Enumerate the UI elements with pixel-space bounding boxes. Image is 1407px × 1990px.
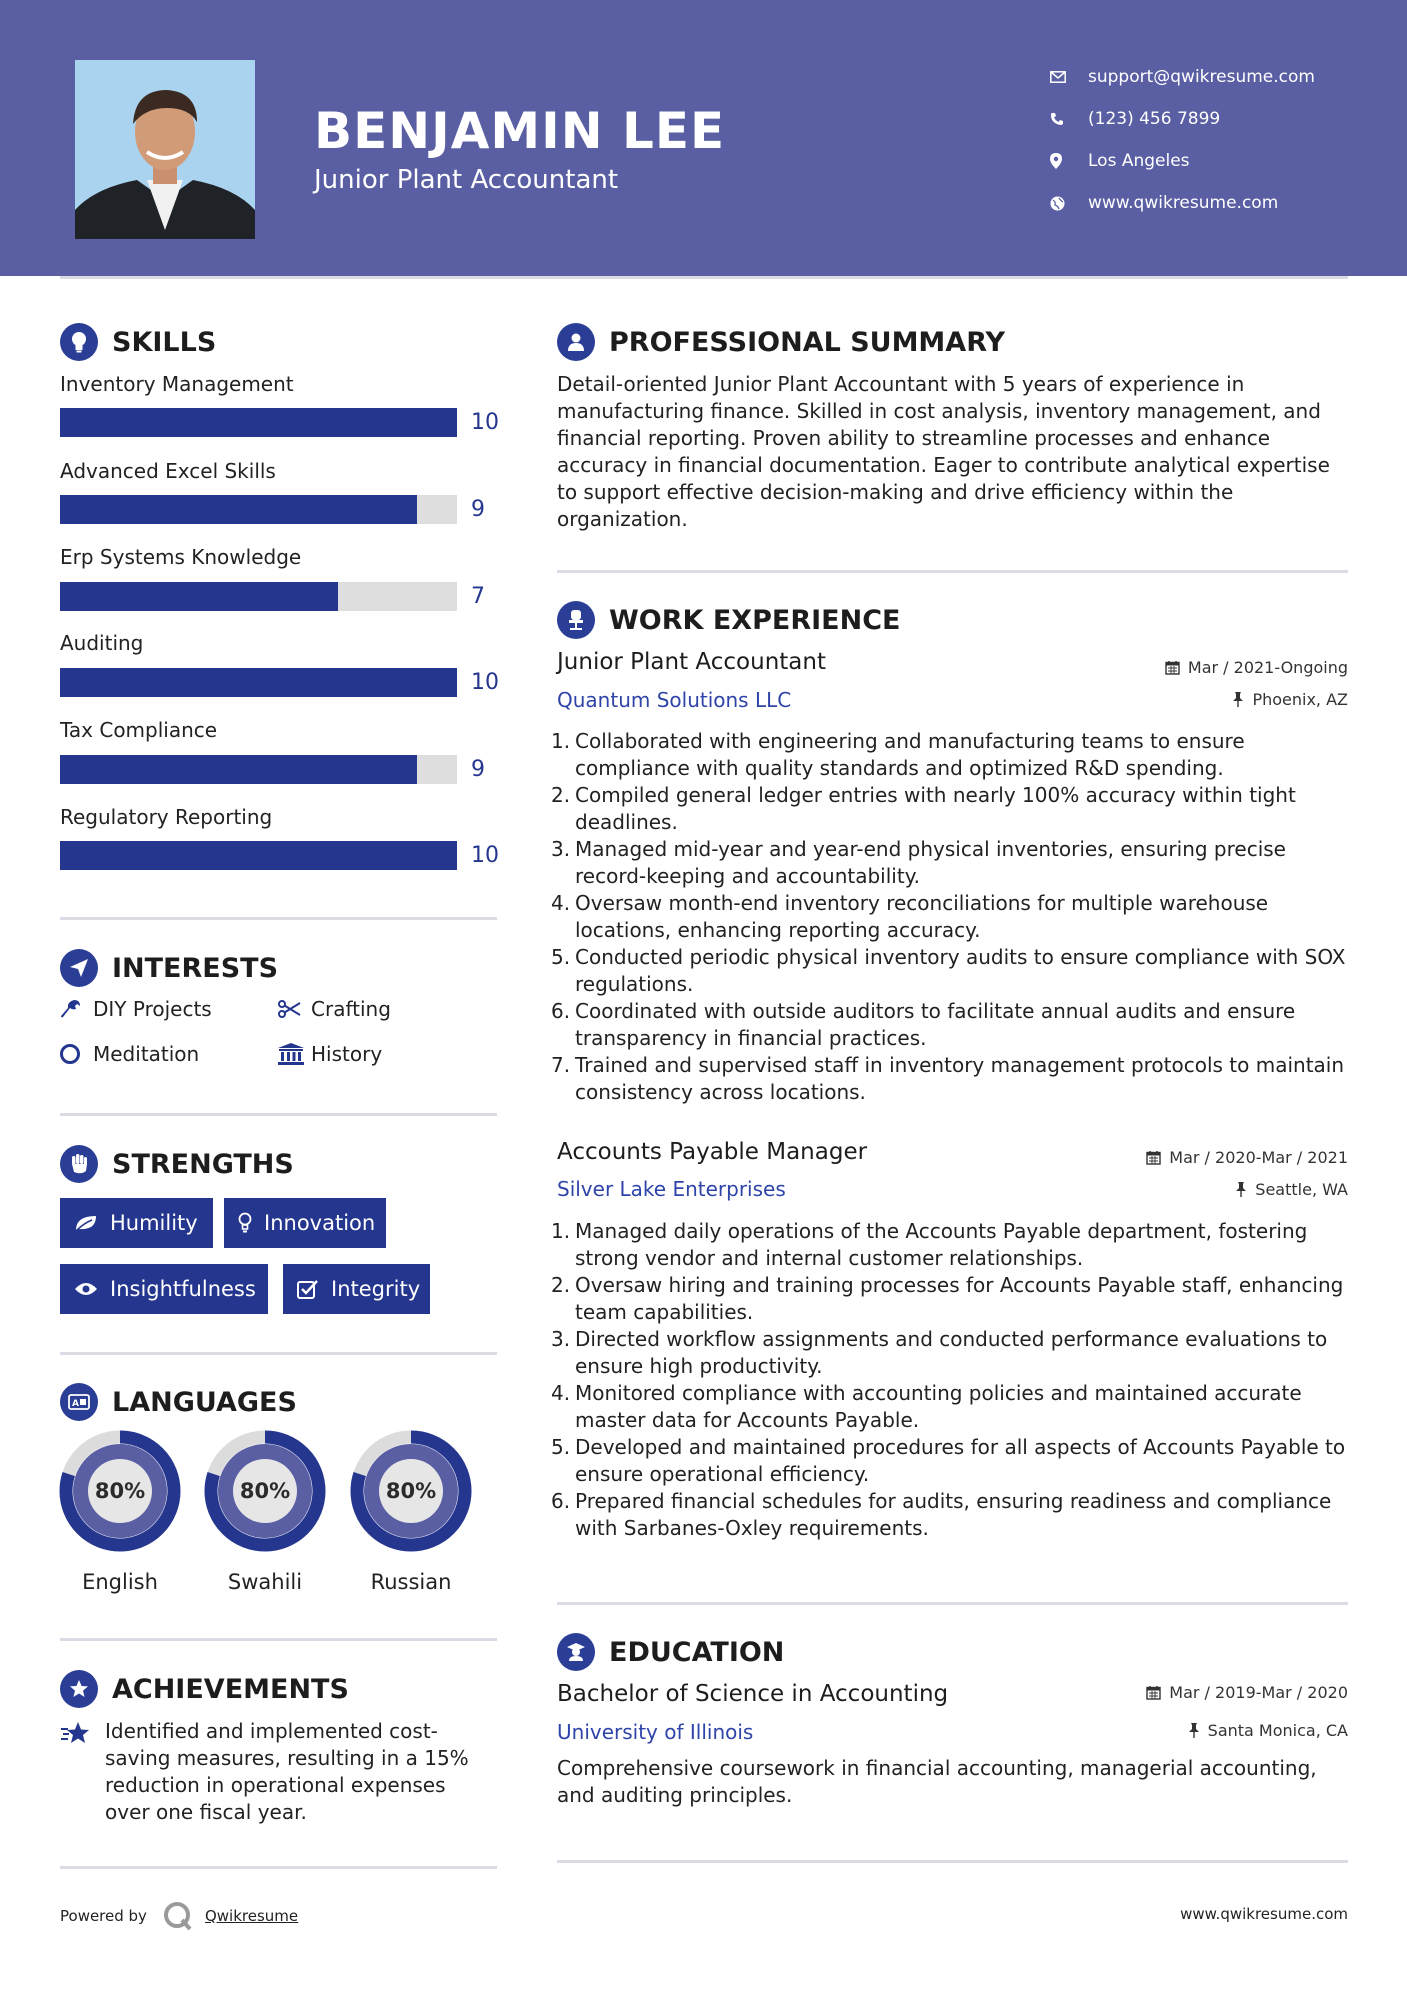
graduate-icon	[557, 1633, 595, 1671]
job-dates	[1165, 658, 1348, 677]
strength-label: Humility	[110, 1211, 198, 1235]
job-location-text: Phoenix, AZ	[1252, 690, 1348, 709]
skill-value: 10	[471, 670, 499, 695]
skill-value: 10	[471, 843, 499, 868]
interest-label: DIY Projects	[93, 997, 212, 1021]
list-item: 2. Oversaw hiring and training processes for Accounts Payable staff, enhancing team capabilities.	[551, 1273, 1344, 1324]
list-item: 3. Directed workflow assignments and conducted performance evaluations to ensure high productivity.	[551, 1327, 1328, 1378]
wrench-icon	[60, 998, 93, 1020]
skill-label: Regulatory Reporting	[60, 805, 273, 829]
list-item: 1. Collaborated with engineering and manufacturing teams to ensure compliance with quality standards and optimized R&D spending.	[551, 729, 1245, 780]
education-location-text: Santa Monica, CA	[1207, 1721, 1348, 1740]
language-percent: 80%	[239, 1479, 291, 1503]
list-item: 5. Developed and maintained procedures for all aspects of Accounts Payable to ensure operational efficiency.	[551, 1435, 1346, 1486]
skill-bar-fill	[60, 668, 457, 697]
job-title: Junior Plant Accountant	[557, 649, 826, 675]
list-item: 5. Conducted periodic physical inventory audits to ensure compliance with SOX regulations.	[551, 945, 1346, 996]
header-divider	[60, 276, 1348, 279]
map-pin-icon	[1050, 153, 1088, 169]
interest-label: Meditation	[93, 1042, 200, 1066]
skill-bar-fill	[60, 408, 457, 437]
strengths-title: STRENGTHS	[112, 1148, 294, 1180]
language-item	[59, 1430, 181, 1594]
skills-heading	[60, 323, 216, 361]
pushpin-icon	[1188, 1723, 1200, 1738]
skill-value: 9	[471, 757, 485, 782]
pushpin-icon	[1235, 1182, 1247, 1197]
strengths-heading	[60, 1145, 294, 1183]
skill-bar-fill	[60, 495, 417, 524]
achievement-star-icon	[60, 1720, 92, 1750]
skill-bar	[60, 668, 457, 697]
skill-label: Auditing	[60, 631, 144, 655]
job-location-text: Seattle, WA	[1255, 1180, 1348, 1199]
list-item: 4. Monitored compliance with accounting policies and maintained accurate master data for Accounts Payable.	[551, 1381, 1302, 1432]
bullet-text: Trained and supervised staff in inventory management protocols to maintain consistency across locations.	[575, 1053, 1345, 1104]
section-divider	[60, 1113, 497, 1116]
job-title: Accounts Payable Manager	[557, 1139, 868, 1165]
museum-icon	[278, 1043, 311, 1065]
eye-icon	[74, 1281, 98, 1297]
achievements-heading	[60, 1670, 349, 1708]
office-chair-icon	[557, 601, 595, 639]
language-item	[350, 1430, 472, 1594]
education-dates	[1146, 1683, 1348, 1702]
list-item: 3. Managed mid-year and year-end physical inventories, ensuring precise record-keeping and accountability.	[551, 837, 1286, 888]
language-ring	[59, 1430, 181, 1552]
candidate-role: Junior Plant Accountant	[314, 165, 619, 195]
skill-bar	[60, 582, 457, 611]
interest-item	[60, 1042, 199, 1066]
resume-header	[0, 0, 1407, 276]
achievements-title: ACHIEVEMENTS	[112, 1673, 349, 1705]
skill-bar	[60, 841, 457, 870]
interest-item	[60, 997, 212, 1021]
language-card-icon	[60, 1383, 98, 1421]
education-text: Comprehensive coursework in financial accounting, managerial accounting, and auditing principles.	[557, 1756, 1317, 1807]
list-item: 2. Compiled general ledger entries with nearly 100% accuracy within tight deadlines.	[551, 783, 1296, 834]
list-item: 4. Oversaw month-end inventory reconciliations for multiple warehouse locations, enhancing reporting accuracy.	[551, 891, 1269, 942]
footer-powered-by	[60, 1901, 298, 1931]
bullet-text: Directed workflow assignments and conducted performance evaluations to ensure high productivity.	[575, 1327, 1328, 1378]
contact-email[interactable]	[1050, 56, 1315, 98]
interests-title: INTERESTS	[112, 952, 279, 984]
job-location	[1232, 690, 1348, 709]
envelope-icon	[1050, 71, 1088, 83]
contact-list	[1050, 56, 1315, 224]
circle-icon	[60, 1043, 93, 1065]
education-title: EDUCATION	[609, 1636, 785, 1668]
strength-label: Insightfulness	[110, 1277, 256, 1301]
footer-website[interactable]: www.qwikresume.com	[1180, 1905, 1348, 1923]
skill-bar-fill	[60, 755, 417, 784]
skill-bar-fill	[60, 582, 338, 611]
phone-icon	[1050, 112, 1088, 126]
check-square-icon	[297, 1279, 319, 1299]
list-item: 7. Trained and supervised staff in inventory management protocols to maintain consistency across locations.	[551, 1053, 1345, 1104]
skills-title: SKILLS	[112, 326, 217, 358]
summary-text: Detail-oriented Junior Plant Accountant with 5 years of experience in manufacturing finance. Skilled in cost analysis, inventory management, and financial reporting. Proven ability to streamline processes and enhance accuracy in financial documentation. Eager to contribute analytical expertise to support effective decision-making and drive efficiency within the organization.	[557, 372, 1330, 531]
company-name: Silver Lake Enterprises	[557, 1177, 786, 1201]
school-name: University of Illinois	[557, 1720, 754, 1744]
language-ring	[204, 1430, 326, 1552]
languages-heading	[60, 1383, 297, 1421]
section-divider	[557, 1602, 1348, 1605]
svg-text:A: A	[72, 1399, 79, 1409]
experience-heading	[557, 601, 900, 639]
fist-icon	[60, 1145, 98, 1183]
interest-item	[278, 997, 391, 1021]
skill-bar	[60, 408, 457, 437]
skill-bar	[60, 495, 457, 524]
scissors-icon	[278, 1000, 311, 1018]
language-item	[204, 1430, 326, 1594]
skill-bar	[60, 755, 457, 784]
section-divider	[557, 570, 1348, 573]
globe-icon	[1050, 196, 1088, 211]
bullet-text: Collaborated with engineering and manufacturing teams to ensure compliance with quality standards and optimized R&D spending.	[575, 729, 1245, 780]
user-icon	[557, 323, 595, 361]
language-ring	[350, 1430, 472, 1552]
skill-value: 10	[471, 410, 499, 435]
language-name: Swahili	[227, 1570, 303, 1594]
contact-location-text: Los Angeles	[1088, 151, 1190, 171]
language-name: English	[82, 1570, 158, 1594]
section-divider	[60, 917, 497, 920]
degree-title: Bachelor of Science in Accounting	[557, 1681, 949, 1707]
strength-label: Integrity	[331, 1277, 421, 1301]
lightbulb-icon	[60, 323, 98, 361]
language-name: Russian	[370, 1570, 452, 1594]
star-badge-icon	[60, 1670, 98, 1708]
pushpin-icon	[1232, 692, 1244, 707]
bullet-text: Developed and maintained procedures for all aspects of Accounts Payable to ensure operational efficiency.	[575, 1435, 1346, 1486]
strength-tag	[60, 1264, 268, 1314]
interest-label: Crafting	[311, 997, 391, 1021]
interest-label: History	[311, 1042, 383, 1066]
bullet-text: Oversaw month-end inventory reconciliations for multiple warehouse locations, enhancing reporting accuracy.	[575, 891, 1269, 942]
education-heading	[557, 1633, 784, 1671]
section-divider	[60, 1866, 497, 1869]
bullet-text: Managed mid-year and year-end physical inventories, ensuring precise record-keeping and accountability.	[575, 837, 1286, 888]
languages-title: LANGUAGES	[112, 1386, 297, 1418]
job-bullets	[551, 728, 1355, 1106]
list-item: 6. Coordinated with outside auditors to facilitate annual audits and ensure transparency in financial practices.	[551, 999, 1296, 1050]
education-dates-text: Mar / 2019-Mar / 2020	[1169, 1683, 1348, 1702]
contact-website[interactable]	[1050, 182, 1315, 224]
job-dates-text: Mar / 2021-Ongoing	[1187, 658, 1348, 677]
skill-bar-fill	[60, 841, 457, 870]
bullet-text: Prepared financial schedules for audits, ensuring readiness and compliance with Sarbanes-Oxley requirements.	[575, 1489, 1332, 1540]
interest-item	[278, 1042, 382, 1066]
bullet-text: Compiled general ledger entries with nearly 100% accuracy within tight deadlines.	[575, 783, 1296, 834]
qwikresume-logo-icon	[163, 1901, 193, 1931]
skill-value: 9	[471, 497, 485, 522]
contact-phone-text: (123) 456 7899	[1088, 109, 1221, 129]
skill-value: 7	[471, 584, 485, 609]
bullet-text: Oversaw hiring and training processes for Accounts Payable staff, enhancing team capabilities.	[575, 1273, 1344, 1324]
contact-website-text: www.qwikresume.com	[1088, 193, 1279, 213]
skill-label: Advanced Excel Skills	[60, 459, 276, 483]
bullet-text: Monitored compliance with accounting policies and maintained accurate master data for Accounts Payable.	[575, 1381, 1302, 1432]
summary-heading	[557, 323, 1005, 361]
bullet-text: Coordinated with outside auditors to facilitate annual audits and ensure transparency in financial practices.	[575, 999, 1296, 1050]
experience-title: WORK EXPERIENCE	[609, 604, 901, 636]
summary-title: PROFESSIONAL SUMMARY	[609, 326, 1006, 358]
strength-label: Innovation	[264, 1211, 376, 1235]
list-item: 6. Prepared financial schedules for audits, ensuring readiness and compliance with Sarbanes-Oxley requirements.	[551, 1489, 1332, 1540]
list-item: 1. Managed daily operations of the Accounts Payable department, fostering strong vendor and internal customer relationships.	[551, 1219, 1308, 1270]
strength-tag	[60, 1198, 213, 1248]
company-name: Quantum Solutions LLC	[557, 688, 792, 712]
language-percent: 80%	[385, 1479, 437, 1503]
contact-email-text: support@qwikresume.com	[1088, 67, 1315, 87]
paper-plane-icon	[60, 949, 98, 987]
job-dates	[1146, 1148, 1348, 1167]
powered-by-text: Powered by	[60, 1907, 147, 1925]
calendar-icon	[1146, 1150, 1161, 1165]
skill-label: Erp Systems Knowledge	[60, 545, 302, 569]
candidate-name: BENJAMIN LEE	[314, 102, 726, 160]
leaf-icon	[74, 1214, 98, 1232]
language-percent: 80%	[94, 1479, 146, 1503]
contact-location	[1050, 140, 1315, 182]
bullet-text: Conducted periodic physical inventory audits to ensure compliance with SOX regulations.	[575, 945, 1346, 996]
calendar-icon	[1165, 660, 1180, 675]
strength-tag	[283, 1264, 430, 1314]
section-divider	[557, 1860, 1348, 1863]
lightbulb-icon	[238, 1212, 252, 1234]
job-bullets	[551, 1218, 1355, 1542]
education-location	[1188, 1721, 1348, 1740]
job-location	[1235, 1180, 1348, 1199]
contact-phone[interactable]	[1050, 98, 1315, 140]
interests-heading	[60, 949, 278, 987]
skill-label: Tax Compliance	[60, 718, 218, 742]
section-divider	[60, 1352, 497, 1355]
strength-tag	[224, 1198, 386, 1248]
section-divider	[60, 1638, 497, 1641]
job-dates-text: Mar / 2020-Mar / 2021	[1169, 1148, 1348, 1167]
bullet-text: Managed daily operations of the Accounts Payable department, fostering strong vendor and internal customer relationships.	[575, 1219, 1308, 1270]
achievement-text: Identified and implemented cost-saving measures, resulting in a 15% reduction in operational expenses over one fiscal year.	[105, 1719, 469, 1824]
profile-photo	[75, 60, 255, 239]
skill-label: Inventory Management	[60, 372, 294, 396]
brand-link[interactable]: Qwikresume	[204, 1907, 299, 1925]
calendar-icon	[1146, 1685, 1161, 1700]
